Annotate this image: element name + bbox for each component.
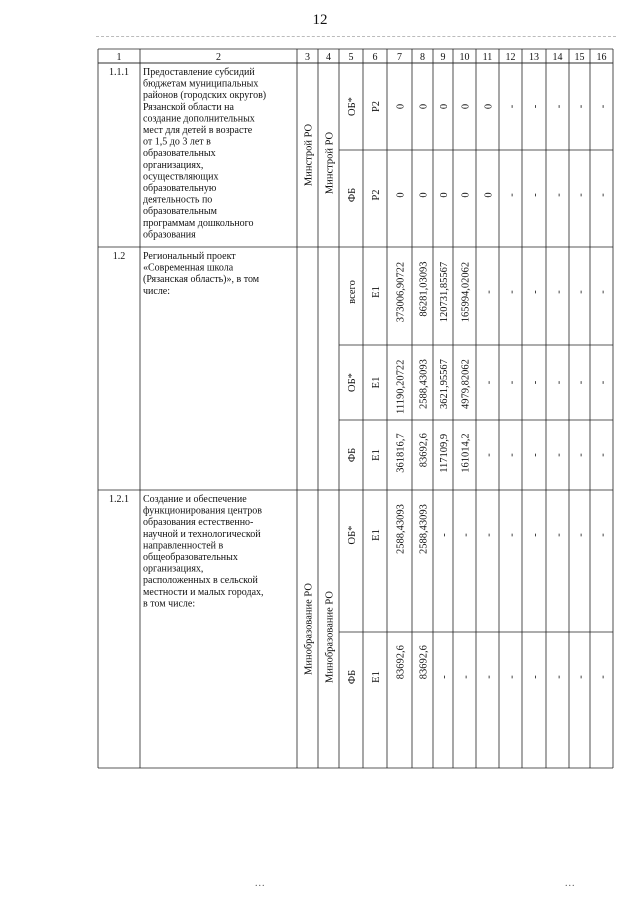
section-title-line: программам дошкольного — [143, 217, 254, 229]
cell-value: - — [575, 290, 587, 294]
cell-value: 83692,6 — [418, 433, 430, 468]
cell-value: 120731,85567 — [439, 261, 450, 323]
section-title-line: от 1,5 до 3 лет в — [143, 136, 211, 148]
cell-value: - — [553, 193, 565, 197]
cell-value: 0 — [439, 192, 450, 198]
cell-value: - — [483, 290, 495, 294]
section-title-line: в том числе: — [143, 598, 196, 610]
code-label: Е1 — [371, 286, 382, 298]
section-title-line: образовательных — [143, 148, 216, 160]
section-title-line: образования — [143, 229, 196, 241]
cell-value: - — [506, 675, 518, 679]
section-title-line: создание дополнительных — [143, 113, 255, 125]
cell-value: 86281,03093 — [418, 261, 430, 317]
section-number: 1.2.1 — [109, 494, 129, 505]
cell-value: 0 — [460, 192, 472, 198]
header-cell: 6 — [372, 52, 378, 63]
section-title-line: мест для детей в возрасте — [143, 125, 253, 136]
section-title-line: функционирования центров — [143, 505, 263, 517]
cell-value: - — [439, 675, 450, 679]
cell-value: 0 — [418, 192, 430, 198]
co-executor: Минобразование РО — [324, 591, 336, 683]
section-title-line: организациях, — [143, 563, 204, 575]
header-cell: 8 — [420, 52, 425, 63]
header-cell: 2 — [216, 52, 221, 63]
cell-value: - — [575, 104, 587, 109]
cell-value: - — [460, 533, 472, 537]
section-title-line: образовательным — [143, 206, 217, 218]
cell-value: - — [506, 380, 518, 385]
cell-value: - — [483, 380, 495, 385]
cell-value: 83692,6 — [418, 645, 430, 680]
section-title-line: Предоставление субсидий — [143, 67, 255, 78]
section-title-line: Создание и обеспечение — [143, 494, 247, 505]
cell-value: - — [575, 453, 587, 457]
cell-value: 3621,95567 — [439, 359, 450, 409]
cell-value: - — [506, 290, 518, 294]
cell-value: 0 — [395, 103, 407, 110]
cell-value: - — [483, 675, 495, 679]
cell-value: - — [553, 453, 565, 457]
cell-value: - — [553, 675, 565, 679]
section-title-line: Региональный проект — [143, 251, 236, 262]
section-title-line: образования естественно- — [143, 517, 254, 529]
section-title-line: (Рязанская область)», в том — [143, 274, 260, 286]
cell-value: 0 — [483, 192, 495, 198]
code-label: Е1 — [371, 529, 382, 541]
cell-value: - — [530, 380, 541, 385]
section-title-line: образовательную — [143, 183, 217, 194]
header-cell: 14 — [552, 52, 563, 63]
cell-value: - — [506, 104, 518, 109]
cell-value: - — [506, 533, 518, 537]
section-title-line: расположенных в сельской — [143, 575, 258, 587]
budget-source-label: ФБ — [347, 669, 358, 685]
section-title-line: осуществляющих — [143, 171, 219, 183]
cell-value: - — [530, 290, 541, 294]
section-number: 1.2 — [112, 251, 126, 262]
cell-value: 11190,20722 — [395, 359, 407, 414]
budget-source-label: ОБ* — [347, 525, 358, 545]
cell-value: - — [460, 675, 472, 679]
page-number: 12 — [312, 12, 328, 28]
cell-value: - — [575, 533, 587, 537]
header-cell: 3 — [305, 52, 310, 63]
cell-value: - — [597, 533, 609, 537]
code-label: Е1 — [371, 671, 382, 683]
cell-value: 165994,02062 — [460, 261, 472, 323]
header-cell: 4 — [326, 52, 331, 63]
cell-value: - — [530, 675, 541, 679]
header-cell: 15 — [574, 52, 585, 63]
cell-value: 2588,43093 — [418, 359, 430, 409]
cell-value: 0 — [395, 192, 407, 198]
section-title-line: деятельность по — [143, 194, 213, 206]
header-cell: 11 — [482, 52, 493, 63]
cell-value: - — [553, 290, 565, 294]
section-title-line: научной и технологической — [143, 528, 261, 540]
cell-value: - — [530, 453, 541, 457]
header-cell: 10 — [459, 52, 470, 63]
cell-value: - — [597, 290, 609, 294]
cell-value: - — [597, 193, 609, 197]
cell-value: - — [597, 104, 609, 109]
section-title-line: местности и малых городах, — [143, 586, 264, 598]
section-title-line: Рязанской области на — [143, 101, 234, 113]
cell-value: - — [597, 380, 609, 385]
header-cell: 9 — [440, 52, 446, 63]
cell-value: 2588,43093 — [395, 504, 407, 554]
section-title-line: общеобразовательных — [143, 552, 238, 563]
co-executor: Минстрой РО — [324, 131, 336, 195]
cell-value: - — [575, 675, 587, 679]
cell-value: 83692,6 — [395, 645, 407, 680]
cell-value: 0 — [460, 103, 472, 110]
budget-source-label: ОБ* — [347, 97, 358, 116]
code-label: Р2 — [371, 189, 382, 201]
section-title-line: числе: — [143, 285, 171, 297]
cell-value: 0 — [483, 103, 495, 110]
cell-value: - — [483, 453, 495, 457]
section-title-line: организациях, — [143, 159, 204, 171]
cell-value: - — [530, 533, 541, 537]
cell-value: - — [439, 533, 450, 537]
cell-value: 361816,7 — [395, 433, 407, 473]
header-cell: 5 — [348, 52, 354, 63]
cell-value: 0 — [439, 103, 450, 110]
code-label: Р2 — [371, 100, 382, 113]
header-cell: 1 — [116, 52, 122, 63]
section-title-line: бюджетам муниципальных — [143, 78, 259, 90]
scan-mark-right: ... — [565, 878, 576, 889]
cell-value: - — [597, 453, 609, 457]
responsible-executor: Минстрой РО — [303, 123, 315, 187]
cell-value: - — [530, 193, 541, 197]
cell-value: 0 — [418, 103, 430, 110]
cell-value: 161014,2 — [460, 433, 472, 473]
section-title-line: направленностей в — [143, 540, 224, 552]
header-cell: 13 — [529, 52, 539, 63]
code-label: Е1 — [371, 449, 382, 461]
header-cell: 7 — [397, 52, 402, 63]
header-cell: 12 — [505, 52, 516, 63]
budget-source-label: ОБ* — [347, 373, 358, 392]
budget-source-label: ФБ — [347, 447, 358, 463]
section-title-line: районов (городских округов) — [143, 90, 267, 102]
scan-mark-left: ... — [255, 878, 266, 889]
section-title-line: «Современная школа — [143, 262, 234, 274]
cell-value: - — [553, 380, 565, 385]
code-label: Е1 — [371, 376, 382, 389]
responsible-executor: Минобразование РО — [303, 583, 315, 675]
cell-value: - — [530, 104, 541, 109]
cell-value: - — [575, 193, 587, 197]
cell-value: 2588,43093 — [418, 504, 430, 554]
cell-value: - — [506, 453, 518, 457]
cell-value: - — [575, 380, 587, 385]
cell-value: 4979,82062 — [460, 359, 472, 409]
section-number: 1.1.1 — [109, 67, 129, 78]
header-cell: 16 — [596, 52, 607, 63]
cell-value: 117109,9 — [439, 433, 450, 473]
cell-value: 373006,90722 — [395, 261, 407, 323]
budget-source-label: всего — [347, 280, 358, 304]
budget-source-label: ФБ — [347, 187, 358, 203]
cell-value: - — [506, 193, 518, 197]
cell-value: - — [553, 104, 565, 109]
cell-value: - — [483, 533, 495, 537]
cell-value: - — [597, 675, 609, 679]
cell-value: - — [553, 533, 565, 537]
